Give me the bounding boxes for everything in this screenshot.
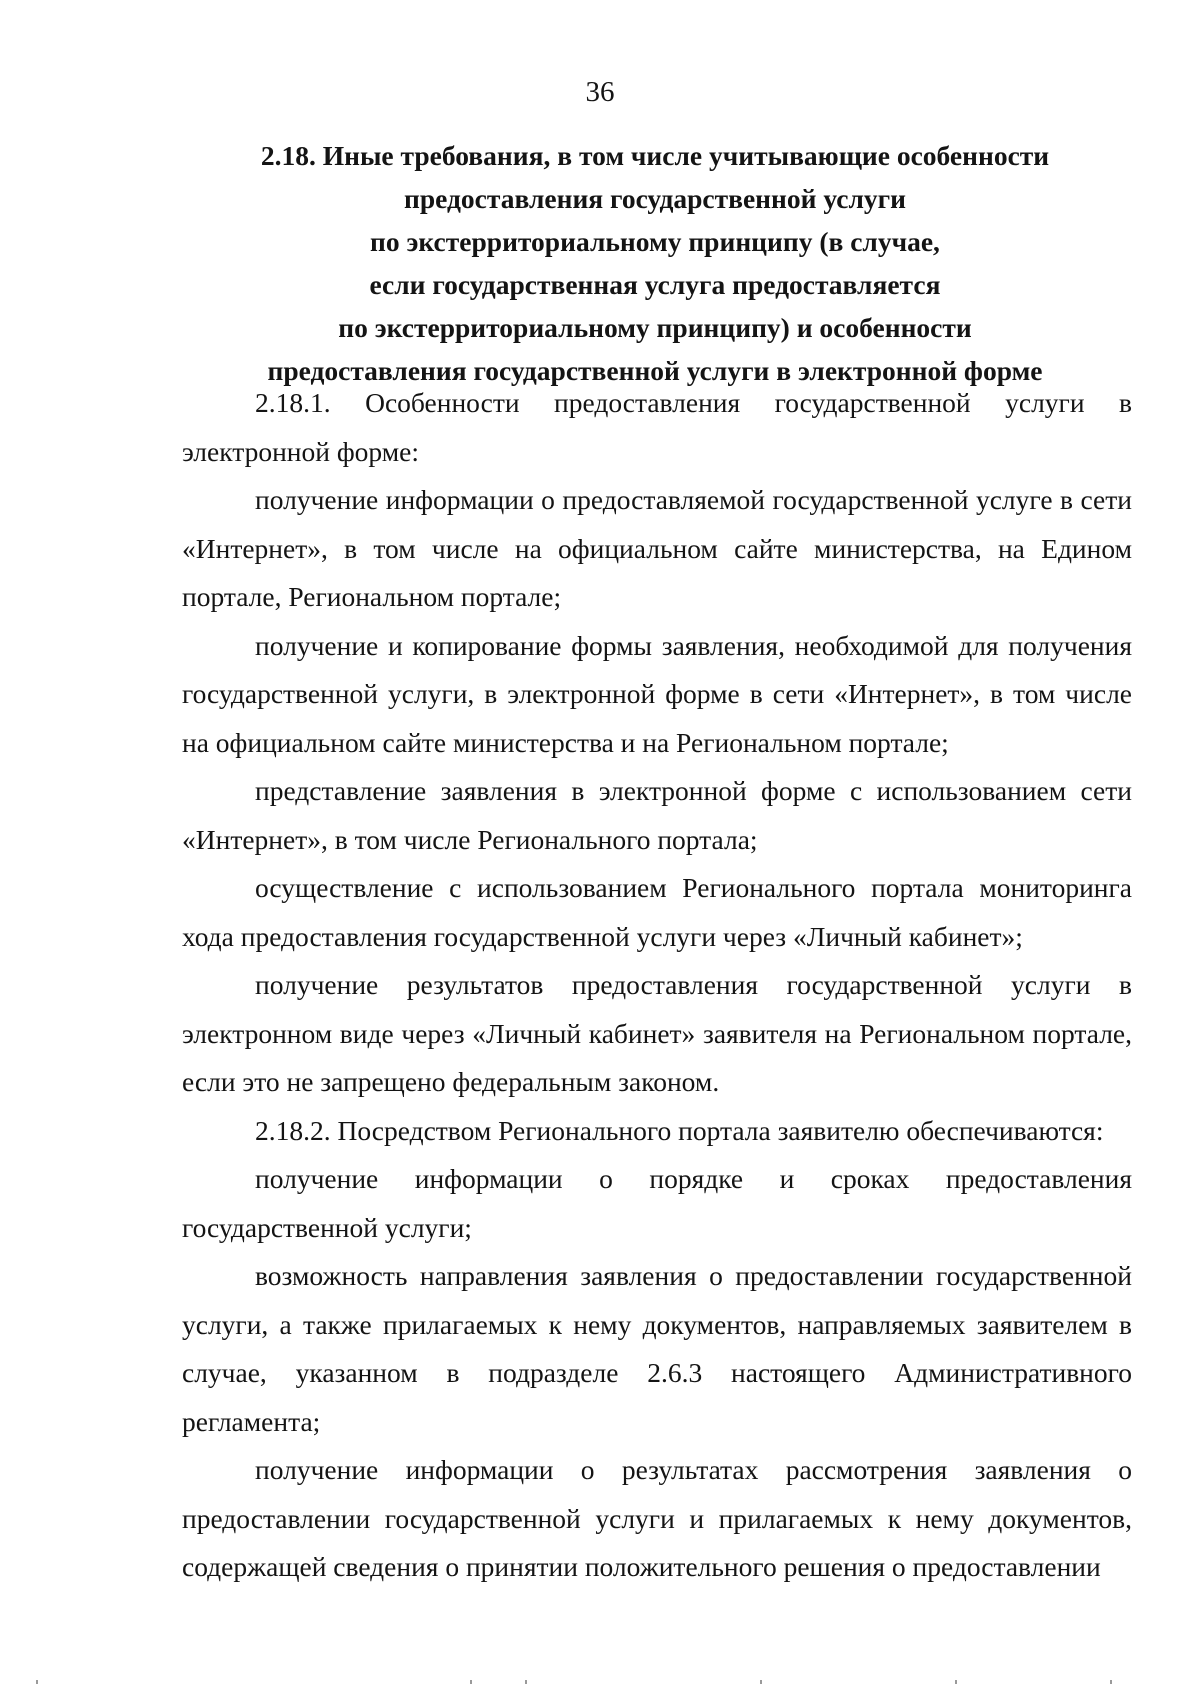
scan-speck: [525, 1680, 527, 1684]
paragraph: осуществление с использованием Регионального портала мониторинга хода предоставления государственной услуги через «Личный кабинет»;: [182, 872, 1132, 952]
scan-speck: [36, 1680, 38, 1684]
heading-line: по экстерриториальному принципу) и особенности: [338, 312, 972, 343]
paragraph: получение информации о порядке и сроках предоставления государственной услуги;: [182, 1163, 1132, 1243]
heading-line: предоставления государственной услуги: [404, 183, 906, 214]
paragraph: получение результатов предоставления государственной услуги в электронном виде через «Личный кабинет» заявителя на Региональном портале, если это не запрещено федеральным законом.: [182, 969, 1132, 1097]
paragraph: получение информации о предоставляемой государственной услуге в сети «Интернет», в том числе на официальном сайте министерства, на Едином портале, Региональном портале;: [182, 484, 1132, 612]
page-number: 36: [585, 76, 615, 108]
scan-speck: [1110, 1680, 1112, 1684]
body-text: [182, 379, 1132, 1592]
scan-speck: [470, 1680, 472, 1684]
heading-line: 2.18. Иные требования, в том числе учитывающие особенности: [260, 140, 1050, 171]
paragraph: представление заявления в электронной форме с использованием сети «Интернет», в том числе Регионального портала;: [182, 775, 1132, 855]
paragraph-2-18-2: 2.18.2. Посредством Регионального портала заявителю обеспечиваются:: [255, 1114, 1104, 1146]
paragraph-2-18-1: 2.18.1. Особенности предоставления государственной услуги в электронной форме:: [182, 387, 1132, 467]
scan-speck: [760, 1680, 762, 1684]
scan-speck: [955, 1680, 957, 1684]
paragraph: получение и копирование формы заявления, необходимой для получения государственной услуги, в электронной форме в сети «Интернет», в том числе на официальном сайте министерства и на Региональном портале;: [182, 629, 1132, 758]
section-heading: [160, 134, 1150, 392]
paragraph: возможность направления заявления о предоставлении государственной услуги, а также прилагаемых к нему документов, направляемых заявителем в случае, указанном в подразделе 2.6.3 настоящего Административного регламента;: [182, 1260, 1132, 1437]
heading-line: предоставления государственной услуги в электронной форме: [267, 355, 1043, 386]
heading-line: по экстерриториальному принципу (в случае,: [370, 226, 940, 257]
heading-line: если государственная услуга предоставляется: [369, 269, 941, 300]
paragraph: получение информации о результатах рассмотрения заявления о предоставлении государственной услуги и прилагаемых к нему документов, содержащей сведения о принятии положительного решения о предоставлении: [182, 1454, 1132, 1582]
